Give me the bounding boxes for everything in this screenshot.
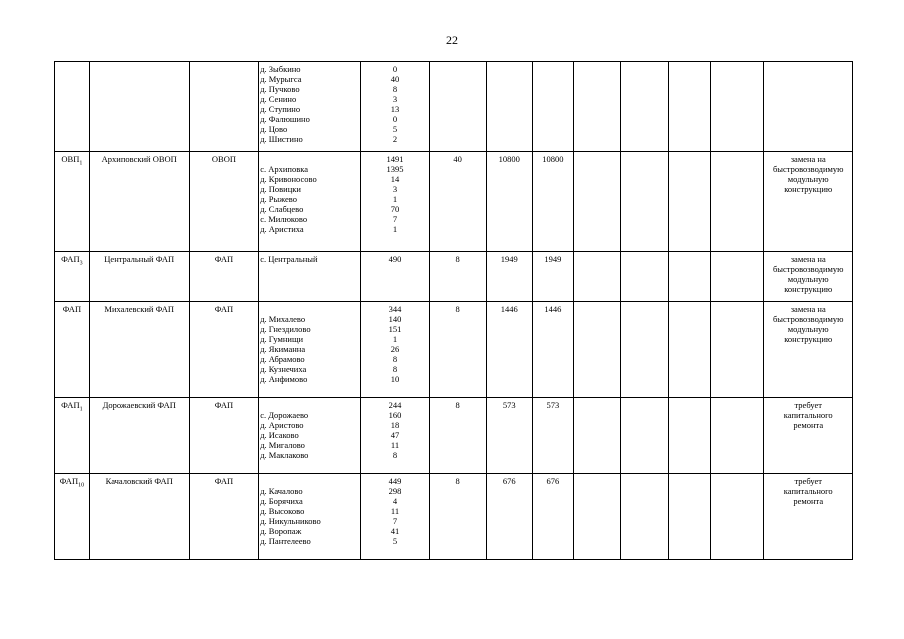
empty-cell [710,474,764,560]
value-c7: 573 [532,398,573,474]
village-name: д. Воропаж [260,526,302,536]
empty-cell [573,62,620,152]
village-name: д. Аристиха [260,224,304,234]
population-value: 140 [388,314,402,324]
facility-code-text: ФАП [61,400,80,410]
village-name: с. Дорожаево [260,410,309,420]
value-c7: 1446 [532,302,573,398]
value-c6 [486,62,532,152]
value-c6: 1949 [486,252,532,302]
population-value: 70 [390,204,400,214]
note [764,398,853,474]
population-value: 14 [390,174,400,184]
population-value: 449 [388,476,402,486]
village-name: д. Мигалово [260,440,305,450]
population-list [361,252,429,302]
note-line: конструкцию [784,334,833,344]
empty-cell [710,398,764,474]
value-c7: 10800 [532,152,573,252]
note-line: быстровозводимую [772,314,844,324]
facility-code-index: 10 [78,482,85,489]
village-name: д. Сенино [260,94,297,104]
village-name: д. Рыжево [260,194,297,204]
population-value: 26 [390,344,400,354]
population-value: 2 [392,134,398,144]
facility-name: Центральный ФАП [89,252,189,302]
empty-cell [621,398,668,474]
village-name: д. Маклаково [260,450,309,460]
villages-list [259,302,361,398]
facility-name: Качаловский ФАП [89,474,189,560]
value-c5: 8 [429,474,486,560]
facility-type: ОВОП [189,152,258,252]
population-value: 244 [388,400,402,410]
village-name: д. Гумнищи [260,334,304,344]
village-name: д. Абрамово [260,354,305,364]
population-value: 4 [392,496,398,506]
population-list [361,302,429,398]
population-value: 40 [390,74,400,84]
table-row [55,302,853,398]
facilities-table [54,61,853,560]
empty-cell [710,62,764,152]
empty-cell [710,252,764,302]
note-line: модульную [787,174,829,184]
population-value: 13 [390,104,400,114]
value-c5: 8 [429,398,486,474]
facility-code-text: ФАП [62,304,82,314]
village-name: д. Пучково [260,84,300,94]
village-name: д. Гнездилово [260,324,311,334]
note-line: быстровозводимую [772,164,844,174]
table-row [55,252,853,302]
population-value: 1491 [386,154,404,164]
village-name: д. Кривоносово [260,174,317,184]
note-line: модульную [787,324,829,334]
facility-code-text: ОВП [61,154,80,164]
villages-list [259,152,361,252]
table-row [55,152,853,252]
facility-code [55,152,90,252]
facility-code-index: 3 [79,260,83,267]
population-value: 1395 [386,164,404,174]
note-line: капитального [783,410,833,420]
village-name: д. Никульниково [260,516,321,526]
population-value: 3 [392,94,398,104]
empty-cell [668,302,710,398]
facility-type: ФАП [189,474,258,560]
spacer [260,400,359,410]
population-value: 490 [388,254,402,264]
empty-cell [621,252,668,302]
population-value: 8 [392,450,398,460]
facility-code-text: ФАП [61,254,80,264]
value-c6: 1446 [486,302,532,398]
empty-cell [621,62,668,152]
table-row [55,62,853,152]
value-c5: 40 [429,152,486,252]
empty-cell [573,252,620,302]
village-name: д. Качалово [260,486,303,496]
facility-type: ФАП [189,252,258,302]
population-value: 8 [392,364,398,374]
population-list [361,398,429,474]
facility-code-text: ФАП [59,476,79,486]
spacer [260,154,359,164]
note-line: капитального [783,486,833,496]
table-body [55,62,853,560]
empty-cell [621,152,668,252]
note-line: конструкцию [784,184,833,194]
village-name: д. Слабцево [260,204,304,214]
empty-cell [668,152,710,252]
village-name: д. Михалево [260,314,306,324]
value-c7: 676 [532,474,573,560]
note [764,474,853,560]
facility-name [89,62,189,152]
population-value: 3 [392,184,398,194]
population-value: 8 [392,354,398,364]
facility-code [55,252,90,302]
spacer [260,476,359,486]
empty-cell [668,398,710,474]
villages-list [259,398,361,474]
village-name: д. Мурыгса [260,74,302,84]
population-value: 151 [388,324,402,334]
village-name: д. Исаково [260,430,299,440]
village-name: д. Фалюшино [260,114,310,124]
empty-cell [668,62,710,152]
note [764,62,853,152]
empty-cell [621,474,668,560]
table-row [55,398,853,474]
empty-cell [668,252,710,302]
facility-code-index: 1 [79,406,83,413]
population-value: 11 [390,506,400,516]
village-name: д. Кузнечиха [260,364,307,374]
population-value: 5 [392,536,398,546]
empty-cell [573,302,620,398]
facility-code [55,474,90,560]
village-name: д. Борячиха [260,496,303,506]
population-value: 8 [392,84,398,94]
facility-type: ФАП [189,302,258,398]
village-name: д. Ступино [260,104,301,114]
empty-cell [621,302,668,398]
village-name: д. Высоково [260,506,305,516]
population-value: 41 [390,526,400,536]
population-value: 344 [388,304,402,314]
village-name: с. Центральный [260,254,318,264]
population-value: 47 [390,430,400,440]
facility-name: Михалевский ФАП [89,302,189,398]
facility-code [55,302,90,398]
population-value: 11 [390,440,400,450]
population-value: 1 [392,224,398,234]
value-c6: 676 [486,474,532,560]
facility-name: Дорожаевский ФАП [89,398,189,474]
value-c6: 573 [486,398,532,474]
population-value: 298 [388,486,402,496]
facility-name: Архиповский ОВОП [89,152,189,252]
population-value: 18 [390,420,400,430]
facility-code [55,398,90,474]
note-line: требует [794,400,822,410]
spacer [260,304,359,314]
population-value: 1 [392,194,398,204]
villages-list [259,62,361,152]
note-line: конструкцию [784,284,833,294]
note-line: замена на [790,304,826,314]
village-name: д. Зыбкино [260,64,301,74]
villages-list [259,252,361,302]
population-value: 160 [388,410,402,420]
facility-code-index: 1 [79,160,83,167]
page-number: 22 [446,33,458,47]
value-c7 [532,62,573,152]
population-value: 0 [392,114,398,124]
village-name: д. Повицки [260,184,301,194]
village-name: д. Аристово [260,420,304,430]
population-value: 10 [390,374,400,384]
note-line: модульную [787,274,829,284]
note [764,252,853,302]
empty-cell [710,302,764,398]
population-value: 7 [392,214,398,224]
empty-cell [710,152,764,252]
table-row [55,474,853,560]
empty-cell [573,152,620,252]
note-line: ремонта [793,420,824,430]
population-value: 1 [392,334,398,344]
village-name: д. Шистино [260,134,303,144]
note-line: замена на [790,254,826,264]
facility-code [55,62,90,152]
population-list [361,152,429,252]
value-c5 [429,62,486,152]
village-name: д. Пантелеево [260,536,311,546]
note-line: быстровозводимую [772,264,844,274]
village-name: с. Архиповка [260,164,308,174]
population-list [361,474,429,560]
population-list [361,62,429,152]
value-c5: 8 [429,252,486,302]
villages-list [259,474,361,560]
population-value: 7 [392,516,398,526]
note-line: замена на [790,154,826,164]
note-line: требует [794,476,822,486]
population-value: 5 [392,124,398,134]
village-name: д. Якиманна [260,344,306,354]
village-name: д. Анфимово [260,374,308,384]
note [764,302,853,398]
empty-cell [573,398,620,474]
empty-cell [573,474,620,560]
population-value: 0 [392,64,398,74]
value-c6: 10800 [486,152,532,252]
note-line: ремонта [793,496,824,506]
facility-type: ФАП [189,398,258,474]
note [764,152,853,252]
value-c5: 8 [429,302,486,398]
value-c7: 1949 [532,252,573,302]
village-name: д. Цово [260,124,288,134]
village-name: с. Милюково [260,214,308,224]
facility-type [189,62,258,152]
empty-cell [668,474,710,560]
